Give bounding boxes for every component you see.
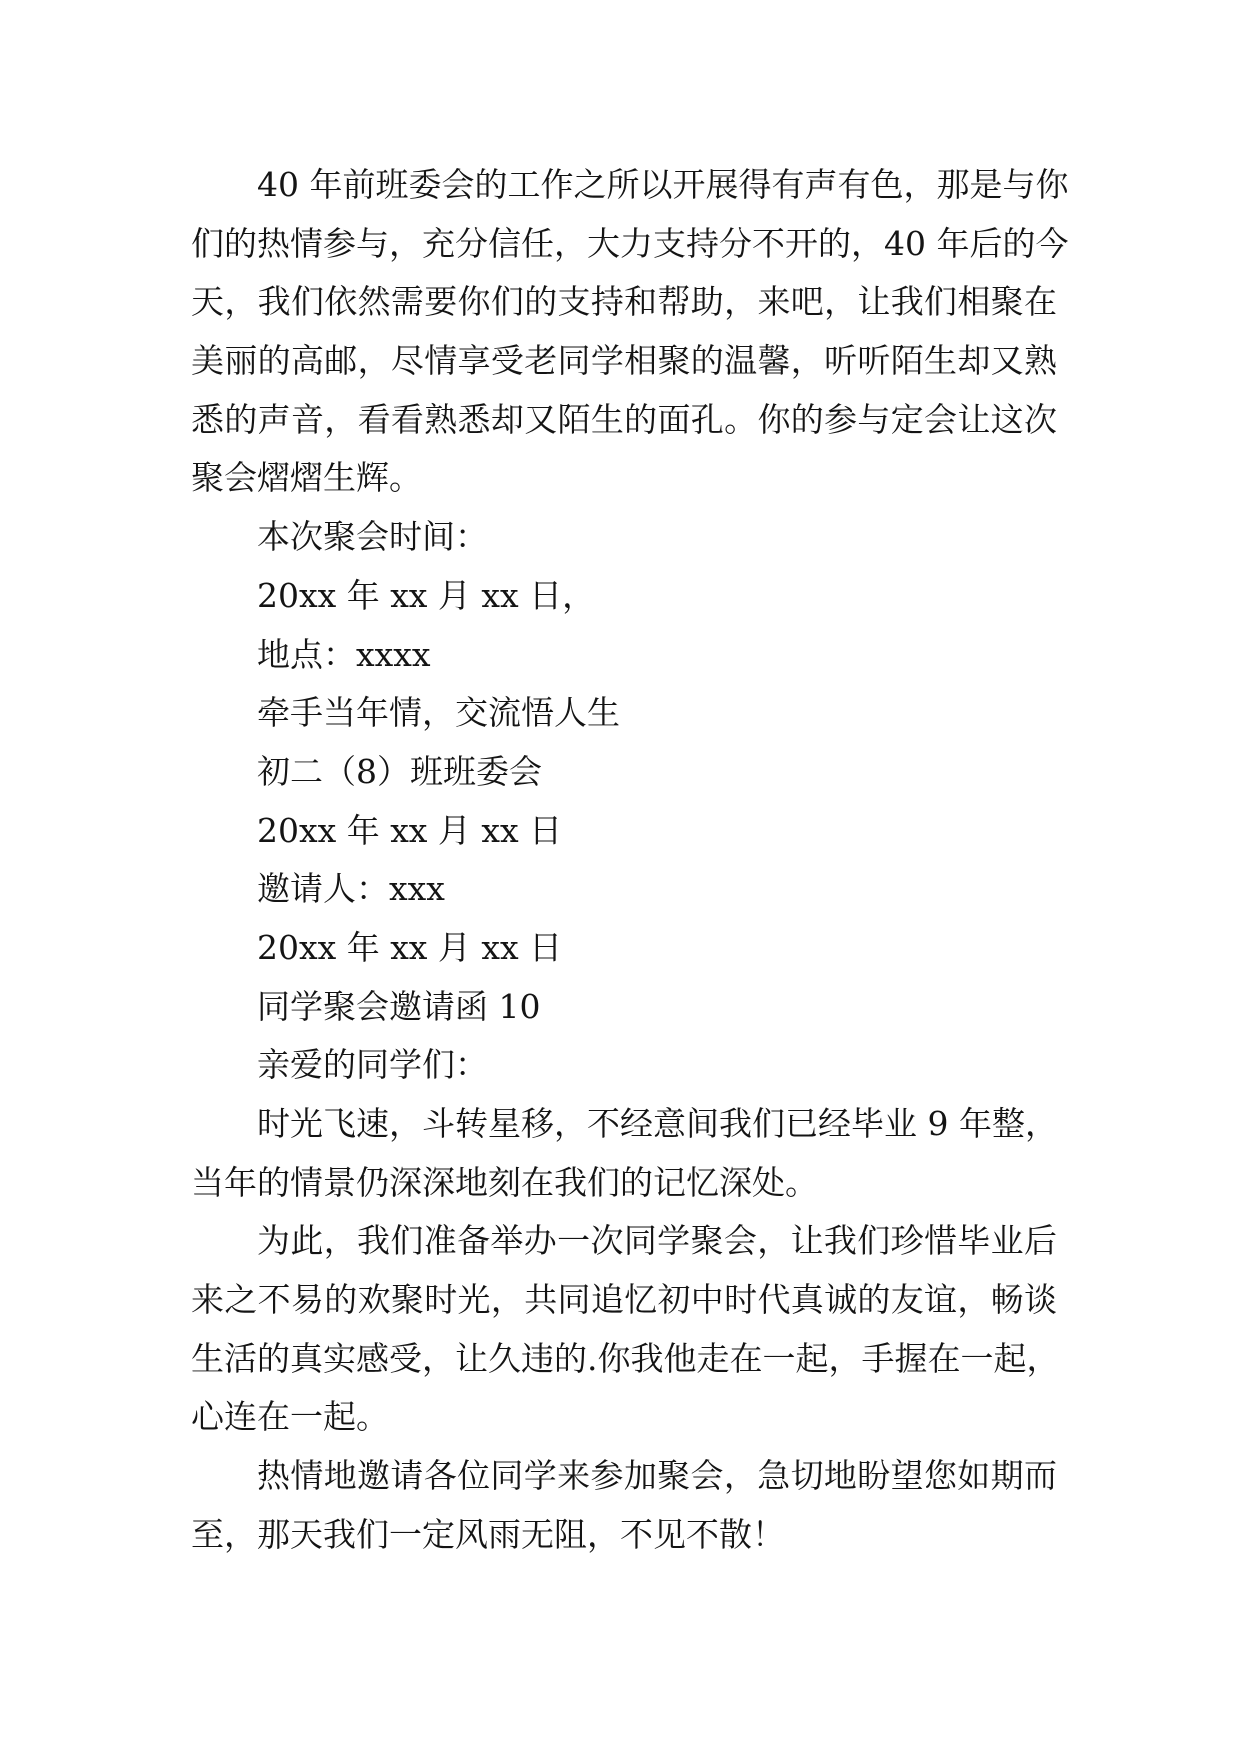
text-line: 地点：xxxx bbox=[257, 634, 431, 674]
text-line: 当年的情景仍深深地刻在我们的记忆深处。 bbox=[191, 1162, 818, 1202]
text-line: 初二（8）班班委会 bbox=[257, 751, 542, 791]
text-line: 至，那天我们一定风雨无阻，不见不散！ bbox=[191, 1514, 785, 1554]
paragraph bbox=[191, 743, 1057, 802]
paragraph bbox=[191, 626, 1057, 685]
text-line: 邀请人：xxx bbox=[257, 869, 445, 909]
text-line: 生活的真实感受，让久违的.你我他走在一起，手握在一起， bbox=[191, 1338, 1060, 1378]
text-line: 心连在一起。 bbox=[191, 1397, 389, 1437]
text-line: 20xx 年 xx 月 xx 日， bbox=[257, 575, 596, 615]
paragraph bbox=[191, 567, 1057, 626]
text-line: 们的热情参与，充分信任，大力支持分不开的，40 年后的今 bbox=[191, 223, 1069, 263]
text-line: 20xx 年 xx 月 xx 日 bbox=[257, 810, 563, 850]
paragraph bbox=[191, 684, 1057, 743]
text-line: 亲爱的同学们： bbox=[257, 1045, 488, 1085]
paragraph bbox=[191, 508, 1057, 567]
paragraph bbox=[191, 156, 1069, 508]
text-line: 天，我们依然需要你们的支持和帮助，来吧，让我们相聚在 bbox=[191, 282, 1057, 322]
text-line: 牵手当年情，交流悟人生 bbox=[257, 693, 620, 733]
text-line: 同学聚会邀请函 10 bbox=[257, 986, 541, 1026]
text-line: 热情地邀请各位同学来参加聚会，急切地盼望您如期而 bbox=[257, 1456, 1057, 1496]
paragraph bbox=[191, 860, 1057, 919]
paragraph bbox=[191, 1036, 1057, 1095]
paragraph bbox=[191, 978, 1057, 1037]
text-line: 悉的声音，看看熟悉却又陌生的面孔。你的参与定会让这次 bbox=[191, 399, 1057, 439]
text-line: 聚会熠熠生辉。 bbox=[191, 458, 422, 498]
paragraph bbox=[191, 1095, 1057, 1212]
text-line: 来之不易的欢聚时光，共同追忆初中时代真诚的友谊，畅谈 bbox=[191, 1280, 1057, 1320]
paragraph bbox=[191, 919, 1057, 978]
text-line: 20xx 年 xx 月 xx 日 bbox=[257, 927, 563, 967]
paragraph bbox=[191, 802, 1057, 861]
document-body bbox=[191, 156, 1069, 1565]
text-line: 40 年前班委会的工作之所以开展得有声有色，那是与你 bbox=[257, 165, 1069, 204]
text-line: 时光飞速，斗转星移，不经意间我们已经毕业 9 年整， bbox=[257, 1104, 1058, 1143]
paragraph bbox=[191, 1212, 1060, 1447]
text-line: 为此，我们准备举办一次同学聚会，让我们珍惜毕业后 bbox=[257, 1221, 1057, 1261]
text-line: 美丽的高邮，尽情享受老同学相聚的温馨，听听陌生却又熟 bbox=[191, 341, 1057, 381]
paragraph bbox=[191, 1447, 1057, 1564]
text-line: 本次聚会时间： bbox=[257, 517, 488, 557]
